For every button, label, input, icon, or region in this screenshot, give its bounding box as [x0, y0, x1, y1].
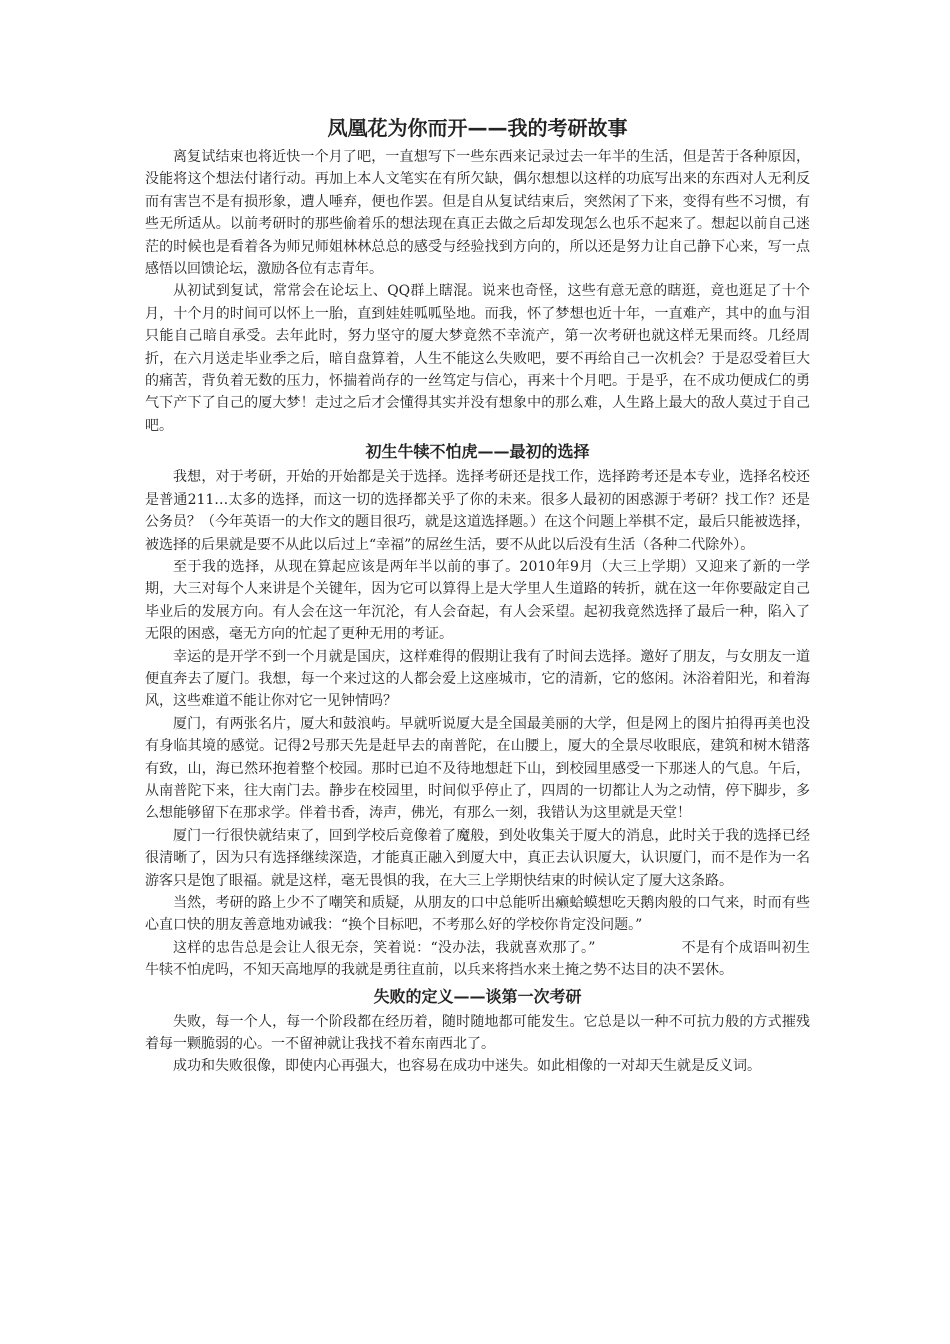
- paragraph: 幸运的是开学不到一个月就是国庆，这样难得的假期让我有了时间去选择。邀好了朋友，与女朋友一道便直奔去了厦门。我想，每一个来过这的人都会爱上这座城市，它的清新，它的悠闲。沐浴着阳光，和着海风，这些难道不能让你对它一见钟情吗？: [145, 648, 810, 710]
- section-heading: 初生牛犊不怕虎——最初的选择: [365, 442, 590, 462]
- document-page: [145, 112, 810, 1078]
- paragraph: 成功和失败很像，即使内心再强大，也容易在成功中迷失。如此相像的一对却天生就是反义词。: [173, 1058, 761, 1075]
- paragraph: 厦门，有两张名片，厦大和鼓浪屿。早就听说厦大是全国最美丽的大学，但是网上的图片拍得再美也没有身临其境的感觉。记得2号那天先是赶早去的南普陀，在山腰上，厦大的全景尽收眼底，建筑和树木错落有致，山，海已然环抱着整个校园。那时已迫不及待地想赶下山，到校园里感受一下那迷人的气息。午后，从南普陀下来，往大南门去。静步在校园里，时间似乎停止了，四周的一切都让人为之动情，停下脚步，多么想能够留下在那求学。伴着书香，涛声，佛光，有那么一刻，我错认为这里就是天堂！: [145, 715, 810, 822]
- section-heading: 失败的定义——谈第一次考研: [373, 986, 582, 1006]
- paragraph: 厦门一行很快就结束了，回到学校后竟像着了魔般，到处收集关于厦大的消息，此时关于我的选择已经很清晰了，因为只有选择继续深造，才能真正融入到厦大中，真正去认识厦大，认识厦门，而不是作为一名游客只是饱了眼福。就是这样，毫无畏惧的我，在大三上学期快结束的时候认定了厦大这条路。: [145, 827, 810, 889]
- paragraph: 失败，每一个人，每一个阶段都在经历着，随时随地都可能发生。它总是以一种不可抗力般的方式摧残着每一颗脆弱的心。一不留神就让我找不着东南西北了。: [145, 1013, 810, 1053]
- paragraph: 至于我的选择，从现在算起应该是两年半以前的事了。2010年9月（大三上学期）又迎来了新的一学期，大三对每个人来讲是个关键年，因为它可以算得上是大学里人生道路的转折，就在这一年你要敲定自己毕业后的发展方向。有人会在这一年沉沦，有人会奋起，有人会采望。起初我竟然选择了最后一种，陷入了无限的困惑，毫无方向的忙起了更种无用的考证。: [145, 558, 810, 643]
- document-title: 凤凰花为你而开——我的考研故事: [327, 116, 628, 140]
- paragraph: 从初试到复试，常常会在论坛上、QQ群上瞎混。说来也奇怪，这些有意无意的瞎逛，竟也逛足了十个月，十个月的时间可以怀上一胎，直到娃娃呱呱坠地。而我，怀了梦想也近十年，一直难产，其中的血与泪只能自己暗自承受。去年此时，努力坚守的厦大梦竟然不幸流产，第一次考研也就这样无果而终。几经周折，在六月送走毕业季之后，暗自盘算着，人生不能这么失败吧，要不再给自己一次机会？于是忍受着巨大的痛苦，背负着无数的压力，怀揣着尚存的一丝笃定与信心，再来十个月吧。于是乎，在不成功便成仁的勇气下产下了自己的厦大梦！走过之后才会懂得其实并没有想象中的那么难，人生路上最大的敌人莫过于自己吧。: [145, 283, 810, 434]
- paragraph: 当然，考研的路上少不了嘲笑和质疑，从朋友的口中总能听出癞蛤蟆想吃天鹅肉般的口气来，时而有些心直口快的朋友善意地劝诫我：“换个目标吧，不考那么好的学校你肯定没问题。”: [145, 895, 810, 934]
- paragraph: 我想，对于考研，开始的开始都是关于选择。选择考研还是找工作，选择跨考还是本专业，选择名校还是普通211…太多的选择，而这一切的选择都关乎了你的未来。很多人最初的困惑源于考研？找工作？还是公务员？（今年英语一的大作文的题目很巧，就是这道选择题。）在这个问题上举棋不定，最后只能被选择，被选择的后果就是要不从此以后过上“幸福”的屌丝生活，要不从此以后没有生活（各种二代除外）。: [145, 469, 810, 553]
- paragraph: 这样的忠告总是会让人很无奈，笑着说：“没办法，我就喜欢那了。” 不是有个成语叫初生牛犊不怕虎吗，不知天高地厚的我就是勇往直前，以兵来将挡水来土掩之势不达目的决不罢休。: [145, 939, 810, 979]
- paragraph: 离复试结束也将近快一个月了吧，一直想写下一些东西来记录过去一年半的生活，但是苦于各种原因，没能将这个想法付诸行动。再加上本人文笔实在有所欠缺，偶尔想想以这样的功底写出来的东西对人无利反而有害岂不是有损形象，遭人唾弃，便也作罢。但是自从复试结束后，突然闲了下来，变得有些不习惯，有些无所适从。以前考研时的那些偷着乐的想法现在真正去做之后却发现怎么也乐不起来了。想起以前自己迷茫的时候也是看着各为师兄师姐林林总总的感受与经验找到方向的，所以还是努力让自己静下心来，写一点感悟以回馈论坛，激励各位有志青年。: [145, 149, 810, 278]
